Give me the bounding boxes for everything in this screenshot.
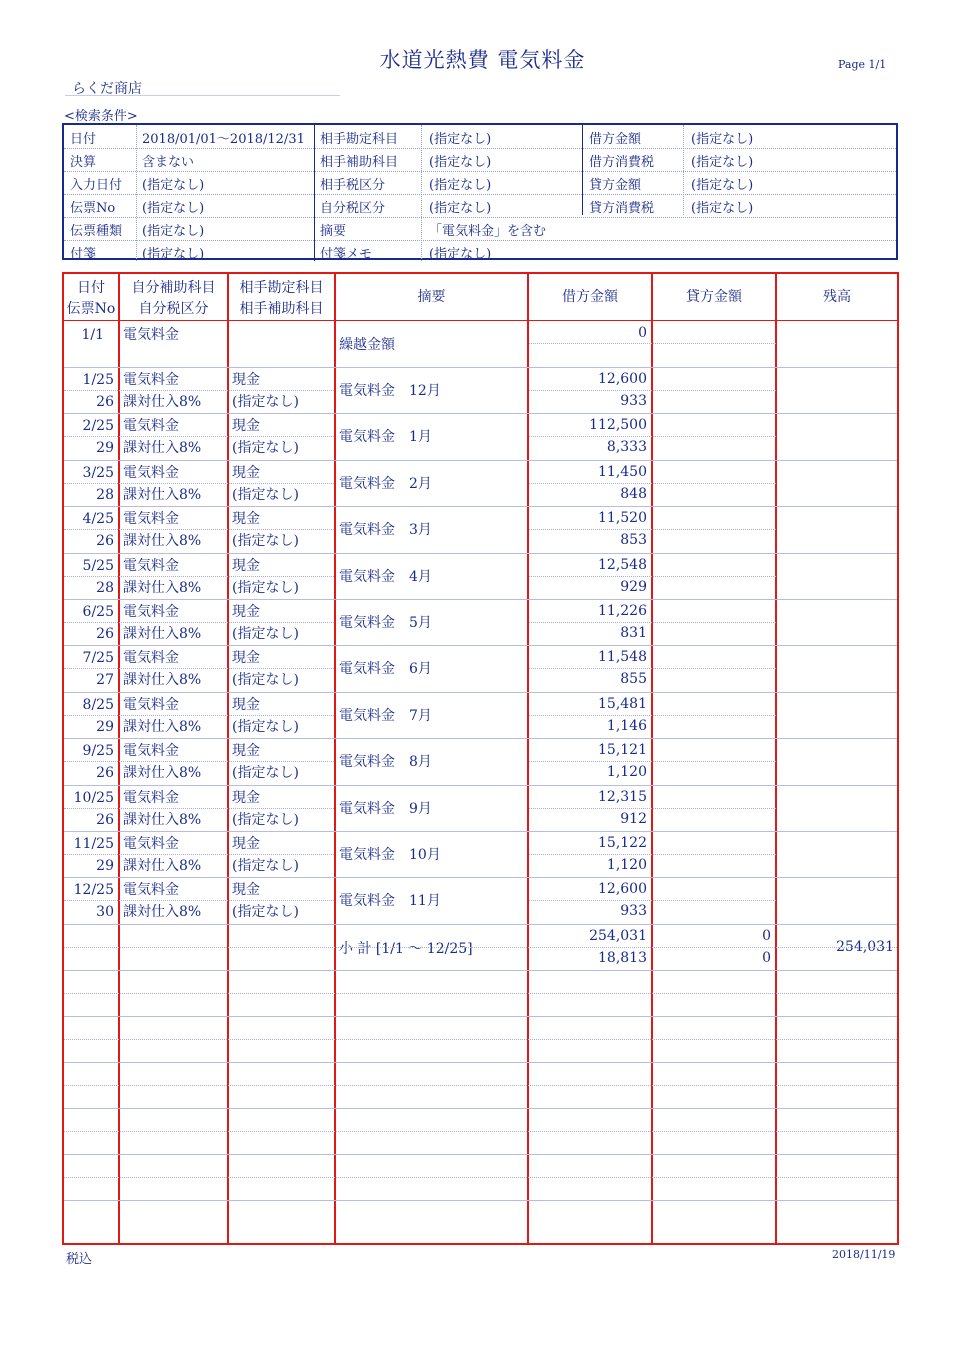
entry-date: 1/25: [82, 372, 114, 388]
row-rule: [64, 715, 334, 716]
entry-date: 3/25: [82, 465, 114, 481]
entry-debit: 11,548: [598, 649, 647, 665]
entry-description: 電気料金 9月: [339, 801, 432, 817]
subtotal-debit: 254,031: [589, 928, 647, 944]
condition-label: 貸方消費税: [589, 201, 655, 216]
row-rule: [64, 436, 334, 437]
row-rule: [64, 1200, 897, 1201]
row-rule: [64, 970, 897, 971]
row-rule: [64, 1039, 897, 1040]
entry-tax-amount: 831: [620, 625, 647, 641]
entry-tax-amount: 929: [620, 579, 647, 595]
entry-date: 12/25: [73, 882, 114, 898]
row-rule: [529, 622, 776, 623]
row-rule: [64, 1016, 897, 1017]
entry-tax-amount: 933: [620, 903, 647, 919]
condition-value: (指定なし): [429, 201, 492, 216]
header-sub-account: 自分補助科目: [131, 280, 216, 296]
subtotal-balance: 254,031: [836, 939, 894, 955]
entry-debit: 12,600: [598, 881, 647, 897]
entry-date: 6/25: [82, 604, 114, 620]
entry-account: 電気料金: [123, 697, 179, 713]
row-rule: [64, 599, 897, 600]
subtotal-debit-tax: 18,813: [598, 950, 647, 966]
entry-tax-amount: 8,333: [606, 439, 647, 455]
entry-tax-class: 課対仕入8%: [123, 858, 202, 874]
column-divider: [118, 274, 120, 1243]
column-divider: [651, 274, 653, 1243]
row-rule: [64, 529, 334, 530]
entry-counter-account: 現金: [232, 743, 260, 759]
entry-tax-class: 課対仕入8%: [123, 719, 202, 735]
row-rule: [64, 738, 897, 739]
entry-counter-sub: (指定なし): [232, 812, 299, 828]
row-rule: [529, 668, 776, 669]
condition-label: 伝票No: [70, 201, 116, 216]
condition-value: (指定なし): [142, 247, 205, 262]
row-rule: [64, 390, 334, 391]
condition-value: 含まない: [142, 155, 195, 170]
entry-account: 電気料金: [123, 372, 179, 388]
entry-counter-sub: (指定なし): [232, 719, 299, 735]
entry-description: 電気料金 2月: [339, 476, 432, 492]
entry-counter-account: 現金: [232, 604, 260, 620]
entry-date: 5/25: [82, 558, 114, 574]
condition-row: [64, 240, 896, 263]
entry-account: 電気料金: [123, 511, 179, 527]
header-divider: [64, 320, 897, 321]
entry-date: 7/25: [82, 650, 114, 666]
header-counter-account: 相手勘定科目: [239, 280, 324, 296]
entry-account: 電気料金: [123, 650, 179, 666]
row-rule: [64, 761, 334, 762]
entry-counter-account: 現金: [232, 511, 260, 527]
row-rule: [529, 854, 776, 855]
condition-label: 相手税区分: [320, 178, 386, 193]
condition-value: (指定なし): [429, 132, 492, 147]
print-date: 2018/11/19: [832, 1248, 896, 1261]
entry-counter-sub: (指定なし): [232, 626, 299, 642]
entry-tax-class: 課対仕入8%: [123, 672, 202, 688]
condition-label: 借方消費税: [589, 155, 655, 170]
entry-date: 10/25: [73, 790, 114, 806]
entry-date: 8/25: [82, 697, 114, 713]
entry-tax-class: 課対仕入8%: [123, 765, 202, 781]
entry-counter-account: 現金: [232, 418, 260, 434]
search-conditions-box: [62, 123, 898, 260]
condition-label: 相手勘定科目: [320, 132, 399, 147]
condition-label: 決算: [70, 155, 97, 170]
row-rule: [64, 877, 897, 878]
condition-label: 日付: [70, 132, 97, 147]
entry-account: 電気料金: [123, 882, 179, 898]
condition-value: 2018/01/01～2018/12/31: [142, 132, 305, 147]
row-rule: [64, 1154, 897, 1155]
entry-debit: 15,122: [598, 835, 647, 851]
condition-row: [64, 194, 896, 218]
entry-description: 電気料金 3月: [339, 522, 432, 538]
entry-counter-account: 現金: [232, 558, 260, 574]
row-rule: [529, 761, 776, 762]
opening-account: 電気料金: [123, 327, 179, 343]
entry-counter-sub: (指定なし): [232, 394, 299, 410]
entry-tax-amount: 1,120: [606, 857, 647, 873]
entry-description: 電気料金 5月: [339, 615, 432, 631]
page-number: Page 1/1: [838, 58, 887, 71]
page-title: 水道光熱費 電気料金: [379, 48, 586, 72]
column-divider: [334, 274, 336, 1243]
condition-value: (指定なし): [691, 178, 754, 193]
entry-description: 電気料金 4月: [339, 569, 432, 585]
entry-debit: 15,481: [598, 696, 647, 712]
header-debit: 借方金額: [562, 289, 618, 305]
row-rule: [529, 436, 776, 437]
row-rule: [529, 808, 776, 809]
header-credit: 貸方金額: [686, 289, 742, 305]
row-rule: [529, 529, 776, 530]
entry-slip-no: 27: [96, 672, 114, 688]
entry-slip-no: 29: [96, 858, 114, 874]
entry-slip-no: 26: [96, 533, 114, 549]
row-rule: [529, 390, 776, 391]
entry-description: 電気料金 10月: [339, 847, 441, 863]
condition-value: (指定なし): [691, 201, 754, 216]
row-rule: [529, 576, 776, 577]
entry-slip-no: 26: [96, 765, 114, 781]
entry-date: 2/25: [82, 418, 114, 434]
entry-debit: 12,315: [598, 789, 647, 805]
entry-account: 電気料金: [123, 465, 179, 481]
condition-label: 貸方金額: [589, 178, 642, 193]
condition-value: 「電気料金」を含む: [429, 224, 547, 239]
entry-tax-amount: 853: [620, 532, 647, 548]
header-counter-sub: 相手補助科目: [239, 301, 324, 317]
entry-tax-amount: 1,120: [606, 764, 647, 780]
condition-value: (指定なし): [691, 132, 754, 147]
row-rule: [64, 831, 897, 832]
column-divider: [227, 274, 229, 1243]
entry-slip-no: 29: [96, 719, 114, 735]
entry-description: 電気料金 7月: [339, 708, 432, 724]
ledger-table: [62, 272, 899, 1245]
row-rule: [64, 1177, 897, 1178]
row-rule: [64, 947, 897, 948]
company-name: らくだ商店: [72, 81, 142, 97]
condition-value: (指定なし): [429, 178, 492, 193]
condition-label: 摘要: [320, 224, 347, 239]
opening-description: 繰越金額: [339, 337, 395, 353]
entry-description: 電気料金 8月: [339, 754, 432, 770]
row-rule: [64, 553, 897, 554]
entry-counter-account: 現金: [232, 650, 260, 666]
entry-slip-no: 26: [96, 812, 114, 828]
entry-debit: 112,500: [589, 417, 647, 433]
row-rule: [529, 900, 776, 901]
entry-tax-class: 課対仕入8%: [123, 580, 202, 596]
entry-tax-class: 課対仕入8%: [123, 394, 202, 410]
opening-date: 1/1: [81, 327, 104, 343]
condition-value: (指定なし): [429, 155, 492, 170]
entry-debit: 12,548: [598, 557, 647, 573]
condition-label: 伝票種類: [70, 224, 123, 239]
entry-counter-account: 現金: [232, 697, 260, 713]
entry-date: 4/25: [82, 511, 114, 527]
row-rule: [64, 1085, 897, 1086]
entry-tax-amount: 912: [620, 811, 647, 827]
entry-description: 電気料金 1月: [339, 429, 432, 445]
row-rule: [64, 854, 334, 855]
entry-description: 電気料金 6月: [339, 661, 432, 677]
row-rule: [64, 808, 334, 809]
company-underline: [65, 95, 340, 96]
entry-slip-no: 30: [96, 904, 114, 920]
condition-row: [64, 217, 896, 241]
column-divider: [775, 274, 777, 1243]
condition-row: [64, 171, 896, 195]
condition-value: (指定なし): [142, 201, 205, 216]
entry-account: 電気料金: [123, 836, 179, 852]
header-description: 摘要: [417, 289, 446, 305]
row-rule: [64, 460, 897, 461]
entry-account: 電気料金: [123, 604, 179, 620]
row-rule: [529, 715, 776, 716]
entry-account: 電気料金: [123, 743, 179, 759]
entry-counter-sub: (指定なし): [232, 765, 299, 781]
condition-value: (指定なし): [142, 178, 205, 193]
search-conditions-label: <検索条件>: [64, 109, 138, 124]
entry-slip-no: 28: [96, 580, 114, 596]
row-rule: [64, 785, 897, 786]
condition-value: (指定なし): [429, 247, 492, 262]
row-rule: [64, 924, 897, 925]
condition-value: (指定なし): [142, 224, 205, 239]
entry-account: 電気料金: [123, 790, 179, 806]
row-rule: [64, 483, 334, 484]
header-date: 日付: [77, 280, 105, 296]
entry-slip-no: 26: [96, 626, 114, 642]
entry-date: 11/25: [73, 836, 114, 852]
entry-debit: 11,226: [598, 603, 647, 619]
row-rule: [529, 483, 776, 484]
entry-debit: 11,450: [598, 464, 647, 480]
condition-label: 借方金額: [589, 132, 642, 147]
condition-label: 付箋メモ: [320, 247, 373, 262]
row-rule: [64, 645, 897, 646]
entry-debit: 11,520: [598, 510, 647, 526]
row-rule: [64, 692, 897, 693]
row-rule: [64, 993, 897, 994]
entry-tax-amount: 933: [620, 393, 647, 409]
entry-counter-account: 現金: [232, 836, 260, 852]
entry-debit: 15,121: [598, 742, 647, 758]
entry-description: 電気料金 11月: [339, 893, 441, 909]
row-rule: [64, 668, 334, 669]
entry-tax-class: 課対仕入8%: [123, 812, 202, 828]
condition-row: [64, 148, 896, 172]
entry-debit: 12,600: [598, 371, 647, 387]
row-rule: [64, 367, 897, 368]
opening-debit: 0: [638, 325, 647, 341]
row-rule: [64, 900, 334, 901]
entry-tax-amount: 848: [620, 486, 647, 502]
entry-counter-sub: (指定なし): [232, 580, 299, 596]
condition-label: 付箋: [70, 247, 97, 262]
condition-label: 自分税区分: [320, 201, 386, 216]
row-rule: [64, 1131, 897, 1132]
row-rule: [64, 1108, 897, 1109]
entry-description: 電気料金 12月: [339, 383, 441, 399]
entry-counter-sub: (指定なし): [232, 858, 299, 874]
header-slip-no: 伝票No: [66, 301, 116, 317]
entry-tax-class: 課対仕入8%: [123, 626, 202, 642]
entry-counter-account: 現金: [232, 465, 260, 481]
entry-tax-class: 課対仕入8%: [123, 904, 202, 920]
entry-counter-sub: (指定なし): [232, 672, 299, 688]
subtotal-credit-tax: 0: [762, 950, 771, 966]
entry-tax-class: 課対仕入8%: [123, 440, 202, 456]
entry-account: 電気料金: [123, 558, 179, 574]
header-tax-class: 自分税区分: [138, 301, 209, 317]
entry-tax-class: 課対仕入8%: [123, 533, 202, 549]
entry-tax-amount: 1,146: [606, 718, 647, 734]
condition-label: 相手補助科目: [320, 155, 399, 170]
row-rule: [64, 576, 334, 577]
condition-label: 入力日付: [70, 178, 123, 193]
header-balance: 残高: [823, 289, 851, 305]
row-rule: [64, 1062, 897, 1063]
tax-mode-label: 税込: [66, 1252, 93, 1267]
row-rule: [64, 413, 897, 414]
entry-counter-sub: (指定なし): [232, 904, 299, 920]
entry-date: 9/25: [82, 743, 114, 759]
entry-slip-no: 26: [96, 394, 114, 410]
entry-counter-sub: (指定なし): [232, 440, 299, 456]
row-rule: [529, 343, 776, 344]
entry-tax-amount: 855: [620, 671, 647, 687]
subtotal-label: 小 計 [1/1 ～ 12/25]: [339, 941, 473, 957]
entry-tax-class: 課対仕入8%: [123, 487, 202, 503]
entry-counter-account: 現金: [232, 372, 260, 388]
entry-account: 電気料金: [123, 418, 179, 434]
entry-slip-no: 29: [96, 440, 114, 456]
condition-row: [64, 125, 896, 149]
entry-counter-account: 現金: [232, 790, 260, 806]
row-rule: [64, 622, 334, 623]
entry-counter-sub: (指定なし): [232, 487, 299, 503]
subtotal-credit: 0: [762, 928, 771, 944]
row-rule: [64, 506, 897, 507]
condition-value: (指定なし): [691, 155, 754, 170]
entry-slip-no: 28: [96, 487, 114, 503]
entry-counter-sub: (指定なし): [232, 533, 299, 549]
entry-counter-account: 現金: [232, 882, 260, 898]
